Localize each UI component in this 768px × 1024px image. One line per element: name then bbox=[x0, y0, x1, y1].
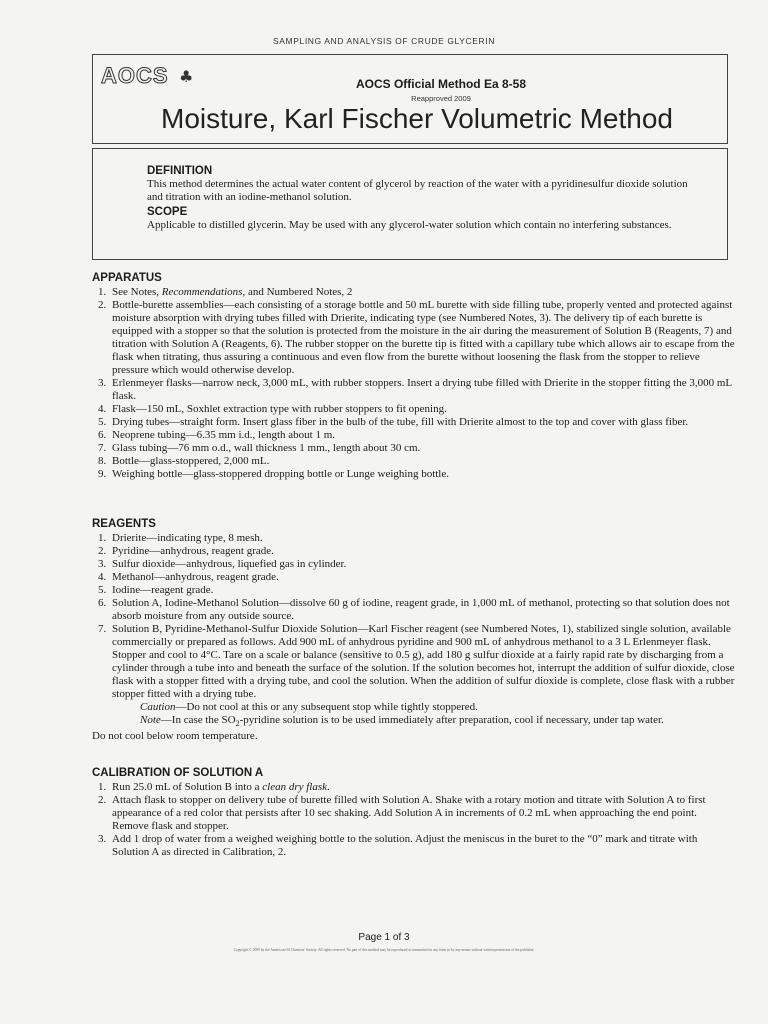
note-continuation: Do not cool below room temperature. bbox=[92, 730, 258, 743]
calibration-heading: CALIBRATION OF SOLUTION A bbox=[92, 767, 264, 779]
apparatus-heading: APPARATUS bbox=[92, 272, 162, 284]
list-item: 1. Run 25.0 mL of Solution B into a clean dry flask. bbox=[98, 781, 330, 793]
scope-text: Applicable to distilled glycerin. May be used with any glycerol-water solution which contain no interfering substances. bbox=[147, 219, 672, 231]
scope-heading: SCOPE bbox=[147, 206, 188, 218]
method-header bbox=[92, 54, 728, 144]
copyright-notice: Copyright © 2009 by the American Oil Chemists' Society. All rights reserved. No part of this method may be reproduced or transmitted in any form or by any means without written permission of the publisher. bbox=[233, 948, 535, 952]
list-item: 5. Drying tubes—straight form. Insert glass fiber in the bulb of the tube, fill with Drierite almost to the top and cover with glass fiber. bbox=[98, 416, 689, 428]
aocs-logo: AOCS bbox=[101, 63, 169, 88]
list-item: 2. Pyridine—anhydrous, reagent grade. bbox=[98, 545, 274, 557]
list-item: 9. Weighing bottle—glass-stoppered dropping bottle or Lunge weighing bottle. bbox=[98, 468, 449, 480]
reagents-list bbox=[92, 532, 736, 701]
definition-scope-box bbox=[92, 148, 728, 260]
list-item: 6. Neoprene tubing—6.35 mm i.d., length about 1 m. bbox=[98, 429, 336, 441]
list-item: 7. Solution B, Pyridine-Methanol-Sulfur Dioxide Solution—Karl Fischer reagent (see Numbered Notes, 1), stabilized single solution, available commercially or prepared as follows. Add 900 mL of anhydrous pyridine and 900 mL of anhydrous methanol to a 3 L Erlenmeyer flask. Stopper and cool to 4°C. Tare on a scale or balance (sensitive to 0.5 g), add 180 g sulfur dioxide at a fairly rapid rate by discharging from a cylinder through a tube into and beneath the surface of the solution. If the solution becomes hot, interrupt the addition of sulfur dioxide, close flask with a stopper fitted with a drying tube, and cool the solution. When the addition of sulfur dioxide is complete, close flask with a rubber stopper fitted with a drying tube. bbox=[98, 623, 735, 700]
list-item: 2. Bottle-burette assemblies—each consisting of a storage bottle and 50 mL burette with side filling tube, properly vented and protected against moisture absorption with drying tubes filled with Drierite, indicating type (see Numbered Notes, 3). The delivery tip of each burette is equipped with a stopper so that the solution is protected from the moisture in the air during the measurement of Solution B (Reagents, 7) and titration with Solution A (Reagents, 6). The rubber stopper on the burette tip is fitted with a capillary tube which allows air to escape from the flask when titrating, thus assuring a continuous and even flow from the burette without loosening the flask from the stopper to relieve pressure which would otherwise develop. bbox=[98, 299, 735, 376]
calibration-list bbox=[92, 781, 736, 859]
list-item: 7. Glass tubing—76 mm o.d., wall thickness 1 mm., length about 30 cm. bbox=[98, 442, 421, 454]
list-item: 4. Methanol—anhydrous, reagent grade. bbox=[98, 571, 279, 583]
logo-leaf-icon: ♣ bbox=[179, 67, 194, 86]
reagents-section bbox=[92, 517, 736, 743]
list-item: 8. Bottle—glass-stoppered, 2,000 mL. bbox=[98, 455, 270, 467]
list-item: 4. Flask—150 mL, Soxhlet extraction type with rubber stoppers to fit opening. bbox=[98, 403, 447, 415]
caution-note: Caution—Do not cool at this or any subsequent stop while tightly stoppered. bbox=[140, 701, 478, 713]
list-item: 3. Add 1 drop of water from a weighed weighing bottle to the solution. Adjust the meniscus in the buret to the “0” mark and titrate with Solution A as directed in Calibration, 2. bbox=[98, 833, 698, 858]
page-title: Moisture, Karl Fischer Volumetric Method bbox=[161, 103, 673, 134]
reagents-heading: REAGENTS bbox=[92, 518, 156, 530]
definition-text: This method determines the actual water content of glycerol by reaction of the water with a pyridinesulfur dioxide solution and titration with an iodine-methanol solution. bbox=[147, 178, 688, 203]
list-item: 3. Sulfur dioxide—anhydrous, liquefied gas in cylinder. bbox=[98, 558, 347, 570]
definition-heading: DEFINITION bbox=[147, 165, 213, 177]
page-number: Page 1 of 3 bbox=[358, 932, 410, 943]
reapproved-date: Reapproved 2009 bbox=[411, 94, 471, 103]
list-item: 1. Drierite—indicating type, 8 mesh. bbox=[98, 532, 263, 544]
list-item: 2. Attach flask to stopper on delivery tube of burette filled with Solution A. Shake with a rotary motion and titrate with Solution A to first appearance of a red color that persists after 10 sec shaking. Add Solution A in increments of 0.2 mL when approaching the end point. Remove flask and stopper. bbox=[98, 794, 706, 832]
list-item: 6. Solution A, Iodine-Methanol Solution—dissolve 60 g of iodine, reagent grade, in 1,000 mL of methanol, protecting so that solution does not absorb moisture from any outside source. bbox=[98, 597, 730, 622]
apparatus-list bbox=[92, 286, 736, 481]
apparatus-section bbox=[92, 271, 736, 481]
list-item: 5. Iodine—reagent grade. bbox=[98, 584, 214, 596]
note-paragraph: Note—In case the $SO_2$-pyridine solution is to be used immediately after preparation, cool if necessary, under tap water. bbox=[140, 714, 664, 729]
list-item: 3. Erlenmeyer flasks—narrow neck, 3,000 mL, with rubber stoppers. Insert a drying tube filled with Drierite in the stopper fitting the 3,000 mL flask. bbox=[98, 377, 732, 402]
calibration-section bbox=[92, 766, 736, 859]
list-item: 1. See Notes, Recommendations, and Numbered Notes, 2 bbox=[98, 286, 353, 298]
running-head: SAMPLING AND ANALYSIS OF CRUDE GLYCERIN bbox=[273, 36, 495, 46]
method-number: AOCS Official Method Ea 8-58 bbox=[355, 77, 527, 91]
